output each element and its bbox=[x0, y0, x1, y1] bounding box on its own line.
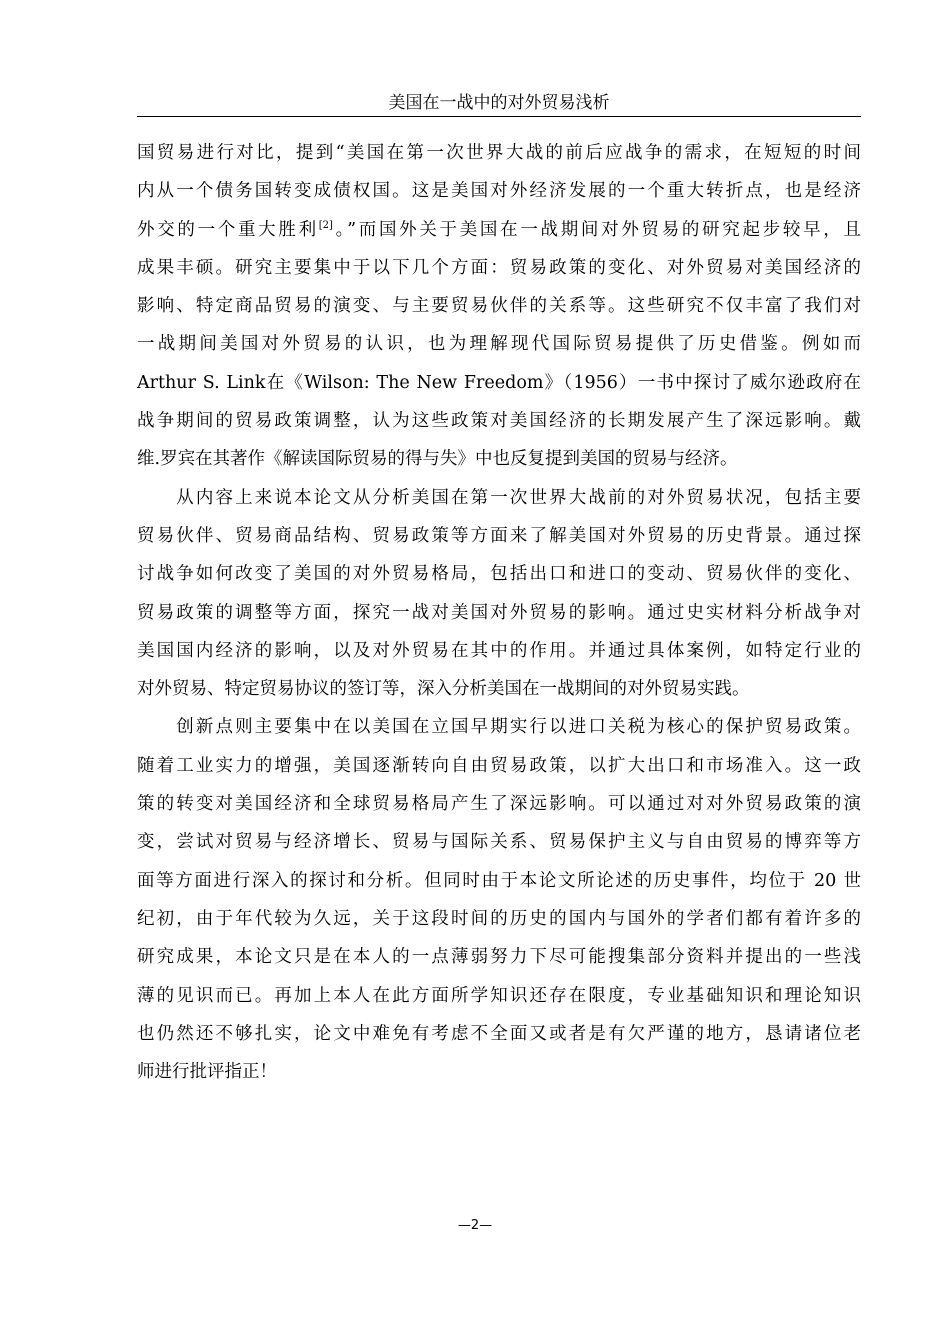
text-line: 一战期间美国对外贸易的认识，也为理解现代国际贸易提供了历史借鉴。例如而 bbox=[137, 334, 861, 355]
text-line: 对外贸易、特定贸易协议的签订等，深入分析美国在一战期间的对外贸易实践。 bbox=[137, 679, 750, 700]
text-segment: 。”而国外关于美国在一战期间对外贸易的研究起步较早，且 bbox=[332, 219, 861, 240]
text-line: Arthur S. Link在《Wilson: The New Freedom》（1956）一书中探讨了威尔逊政府在 bbox=[137, 372, 861, 393]
text-line bbox=[137, 211, 861, 249]
text-line: 战争期间的贸易政策调整，认为这些政策对美国经济的长期发展产生了深远影响。戴 bbox=[137, 411, 861, 432]
text-line: 随着工业实力的增强，美国逐渐转向自由贸易政策，以扩大出口和市场准入。这一政 bbox=[137, 755, 861, 776]
text-line: 面等方面进行深入的探讨和分析。但同时由于本论文所论述的历史事件，均位于 20 世 bbox=[137, 870, 861, 891]
text-line: 变，尝试对贸易与经济增长、贸易与国际关系、贸易保护主义与自由贸易的博弈等方 bbox=[137, 832, 861, 853]
paragraph bbox=[137, 134, 861, 479]
text-line: 师进行批评指正！ bbox=[137, 1062, 277, 1083]
page-header bbox=[137, 92, 861, 117]
header-title: 美国在一战中的对外贸易浅析 bbox=[388, 93, 610, 113]
text-line: 创新点则主要集中在以美国在立国早期实行以进口关税为核心的保护贸易政策。 bbox=[137, 717, 861, 738]
paragraph bbox=[137, 479, 861, 709]
paragraph bbox=[137, 708, 861, 1091]
text-line: 维.罗宾在其著作《解读国际贸易的得与失》中也反复提到美国的贸易与经济。 bbox=[137, 449, 738, 470]
text-line: 薄的见识而已。再加上本人在此方面所学知识还存在限度，专业基础知识和理论知识 bbox=[137, 985, 861, 1006]
text-segment: 外交的一个重大胜利 bbox=[137, 219, 319, 240]
text-line: 纪初，由于年代较为久远，关于这段时间的历史的国内与国外的学者们都有着许多的 bbox=[137, 908, 861, 929]
text-line: 也仍然还不够扎实，论文中难免有考虑不全面又或者是有欠严谨的地方，恳请诸位老 bbox=[137, 1023, 861, 1044]
text-line: 国贸易进行对比，提到“美国在第一次世界大战的前后应战争的需求，在短短的时间 bbox=[137, 143, 861, 163]
text-line: 讨战争如何改变了美国的对外贸易格局，包括出口和进口的变动、贸易伙伴的变化、 bbox=[137, 564, 861, 585]
text-line: 研究成果，本论文只是在本人的一点薄弱努力下尽可能搜集部分资料并提出的一些浅 bbox=[137, 947, 861, 968]
text-line: 成果丰硕。研究主要集中于以下几个方面：贸易政策的变化、对外贸易对美国经济的 bbox=[137, 257, 861, 278]
text-line: 从内容上来说本论文从分析美国在第一次世界大战前的对外贸易状况，包括主要 bbox=[137, 487, 861, 508]
text-line: 贸易伙伴、贸易商品结构、贸易政策等方面来了解美国对外贸易的历史背景。通过探 bbox=[137, 525, 861, 546]
body-text bbox=[137, 134, 861, 1091]
text-line: 影响、特定商品贸易的演变、与主要贸易伙伴的关系等。这些研究不仅丰富了我们对 bbox=[137, 296, 861, 317]
text-line: 策的转变对美国经济和全球贸易格局产生了深远影响。可以通过对对外贸易政策的演 bbox=[137, 794, 861, 815]
text-line: 贸易政策的调整等方面，探究一战对美国对外贸易的影响。通过史实材料分析战争对 bbox=[137, 602, 861, 623]
text-line: 内从一个债务国转变成债权国。这是美国对外经济发展的一个重大转折点，也是经济 bbox=[137, 181, 861, 202]
text-line: 美国国内经济的影响，以及对外贸易在其中的作用。并通过具体案例，如特定行业的 bbox=[137, 640, 861, 661]
page-number: —2— bbox=[457, 1218, 493, 1233]
citation-marker: [2] bbox=[318, 219, 333, 231]
